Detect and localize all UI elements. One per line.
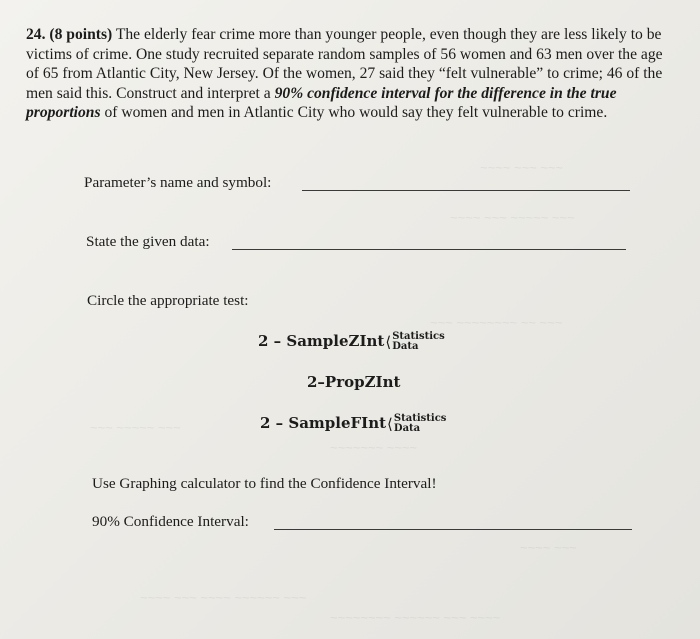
sub-data-3: Data bbox=[393, 423, 421, 434]
parameter-answer-line[interactable] bbox=[302, 190, 630, 191]
test-option-1-label: 2 – SampleZInt bbox=[258, 332, 385, 350]
sub-statistics-1: Statistics bbox=[392, 331, 445, 342]
ci-label: 90% Confidence Interval: bbox=[92, 513, 249, 530]
problem-points: (8 points) bbox=[49, 26, 113, 43]
sub-data-1: Data bbox=[392, 341, 419, 352]
brace-icon: ⟨ bbox=[385, 333, 392, 351]
test-option-1-subtypes bbox=[392, 332, 445, 352]
test-option-2-sample-z-int[interactable] bbox=[258, 332, 445, 352]
sub-statistics-3: Statistics bbox=[393, 413, 447, 424]
test-option-2-prop-z-int[interactable] bbox=[307, 373, 400, 391]
test-option-2-label: 2–PropZInt bbox=[307, 373, 401, 391]
given-data-label: State the given data: bbox=[86, 233, 210, 250]
problem-text-1: The elderly fear crime more than younger people, even though they are less likely to be victims of crime. One study recruited separate random samples of 56 women and 63 men over the age of 65 from Atlantic City, New Jersey. Of the women, 27 said they “felt vulnerable” to crime; 46 of the men said this. Construct and interpret a bbox=[26, 26, 663, 102]
problem-ci-phrase: confidence interval bbox=[307, 84, 431, 102]
problem-text-3: of women and men in Atlantic City who would say they felt vulnerable to crime. bbox=[104, 104, 608, 121]
problem-ci-level: 90% bbox=[274, 84, 304, 102]
calculator-instruction: Use Graphing calculator to find the Confidence Interval! bbox=[92, 475, 437, 492]
parameter-label: Parameter’s name and symbol: bbox=[84, 174, 272, 191]
ci-answer-line[interactable] bbox=[274, 529, 632, 530]
problem-statement bbox=[26, 25, 676, 123]
circle-test-label: Circle the appropriate test: bbox=[87, 292, 249, 309]
brace-icon: ⟨ bbox=[387, 415, 393, 433]
given-data-answer-line[interactable] bbox=[232, 249, 626, 250]
test-option-3-label: 2 – SampleFInt bbox=[260, 414, 387, 432]
worksheet-page: ~~~~ ~~~ ~~~ ~~~~ ~~~ ~~~~~ ~~~ ~~~ ~~~~~~~~ ~~ ~~~ ~~~ ~~~~~ ~~~ ~~~~~~~ ~~~~ ~~~~ ~~~ ~~~~ ~~~ ~~~~ ~~~~~~ ~~~ ~~~~~~~~ ~~~~~~ ~~~ ~~~~ 24. (8 points) The elderly fear crime more than younger people, even though they are less likely to be victims of crime. One study recruited separate random samples of 56 women and 63 men over the age of 65 from Atlantic City, New Jersey. Of the women, 27 said they “felt vulnerable” to crime; 46 of the men said this. Construct and interpret a 90% confidence interval for the difference in the true proportions of women and men in Atlantic City who would say they felt vulnerable to crime. Parameter’s name and symbol: State the given data: Circle the appropriate test: 2 – SampleZInt⟨Statistics Data 2–PropZInt 2 – SampleFInt⟨Statistics Data Use Graphing calculator to find the Confidence Interval! 90% Confidence Interval: bbox=[0, 0, 700, 639]
problem-text-2: for the difference in the true proportions bbox=[26, 84, 617, 121]
test-option-3-subtypes bbox=[394, 414, 447, 434]
problem-number: 24. bbox=[26, 26, 46, 43]
test-option-2-sample-f-int[interactable] bbox=[260, 414, 446, 434]
